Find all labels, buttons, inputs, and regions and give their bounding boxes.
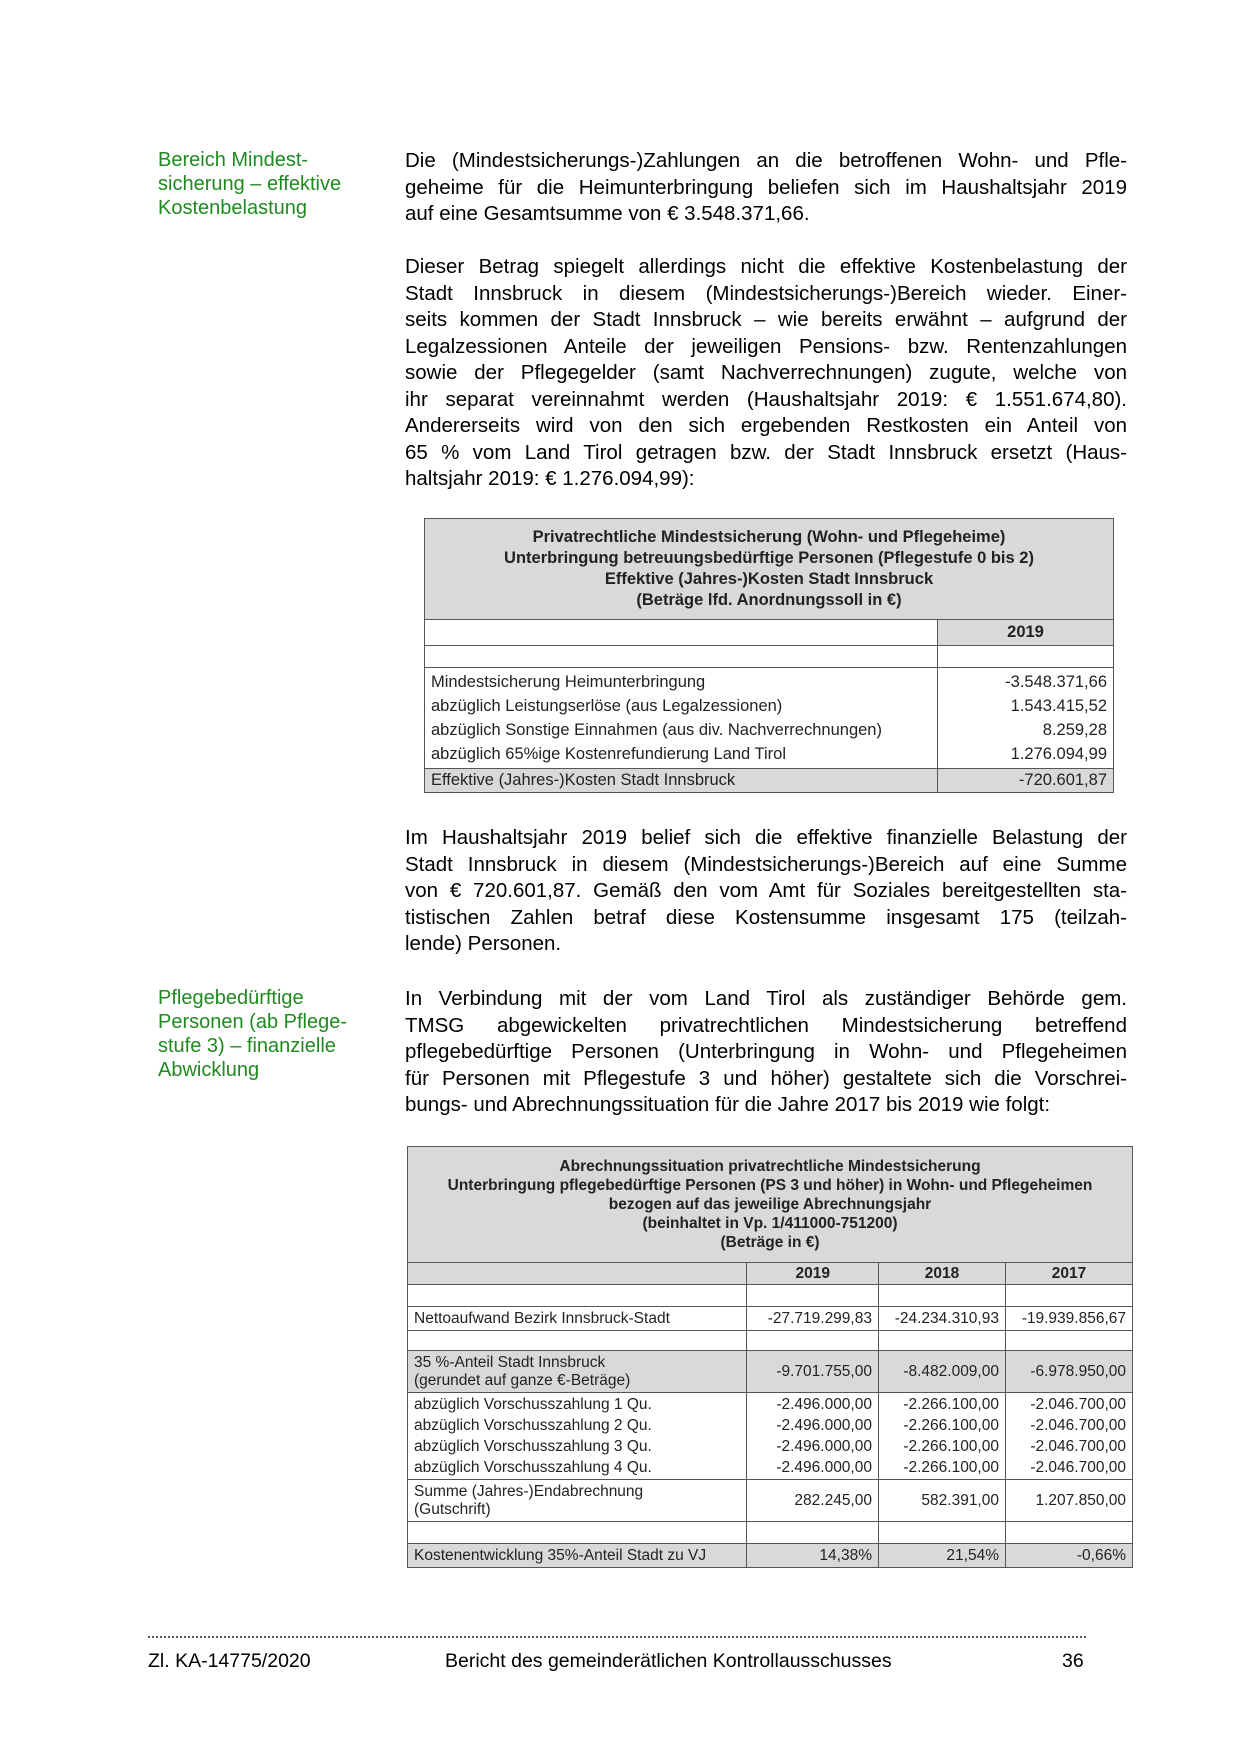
spacer-cell [938,646,1114,668]
text-line: In Verbindung mit der vom Land Tirol als zuständiger Behörde gem. [405,987,1127,1010]
text-line: Im Haushaltsjahr 2019 belief sich die effektive finanzielle Belastung der [405,826,1127,849]
table-row-vorschuss [408,1393,1133,1480]
cell-value: -2.496.000,00 [776,1459,872,1476]
table-abrechnungssituation [407,1146,1133,1568]
cell-value: -2.496.000,00 [776,1417,872,1434]
table-title-line: (beinhaltet in Vp. 1/411000-751200) [642,1215,898,1232]
text-line: Stadt Innsbruck in diesem (Mindestsicherungs-)Bereich auf eine Summe [405,852,1127,876]
text-line: tistischen Zahlen betraf diese Kostensumme insgesamt 175 (teilzah- [405,905,1127,929]
table-row-summe [408,1480,1133,1522]
row-value: -8.482.009,00 [878,1351,1005,1393]
row-label-line: abzüglich Vorschusszahlung 4 Qu. [414,1459,652,1476]
table-row-netto [408,1307,1133,1331]
column-header-2018: 2018 [878,1263,1005,1285]
row-label [408,1480,747,1522]
row-label-line: Summe (Jahres-)Endabrechnung [414,1482,644,1500]
sidebar-line: Bereich Mindest- [158,149,309,171]
row-label [408,1351,747,1393]
column-header-label [425,620,938,646]
footer-title: Bericht des gemeinderätlichen Kontrollausschusses [445,1650,892,1672]
row-value: 1.207.850,00 [1005,1480,1132,1522]
row-label-line: (Gutschrift) [414,1500,491,1518]
paragraph-abrechnung [405,986,1127,1119]
text-line: pflegebedürftige Personen (Unterbringung in Wohn- und Pflegeheimen [405,1040,1127,1063]
row-label: Nettoaufwand Bezirk Innsbruck-Stadt [408,1307,747,1331]
spacer-cell [408,1285,747,1307]
cell-value: -2.266.100,00 [903,1438,999,1455]
row-value: -9.701.755,00 [747,1351,879,1393]
row-label: Mindestsicherung Heimunterbringung [431,673,706,691]
sidebar-line: Pflegebedürftige [158,987,304,1009]
spacer-cell [878,1522,1005,1544]
row-value: -19.939.856,67 [1005,1307,1132,1331]
text-line: von € 720.601,87. Gemäß den vom Amt für Soziales bereitgestellten sta- [405,879,1127,902]
row-value: 8.259,28 [1042,721,1107,739]
text-line: für Personen mit Pflegestufe 3 und höher) gestaltete sich die Vorschrei- [405,1066,1127,1090]
spacer-cell [878,1285,1005,1307]
sidebar-line: sicherung – effektive [158,173,342,195]
row-label [408,1393,747,1480]
table-title-line: (Beträge in €) [720,1234,820,1251]
table-title-line: (Beträge lfd. Anordnungssoll in €) [636,591,902,609]
column-header-2019: 2019 [747,1263,879,1285]
cell-value: -2.046.700,00 [1030,1396,1126,1413]
table-title-line: bezogen auf das jeweilige Abrechnungsjahr [608,1196,932,1213]
column-header-year: 2019 [938,620,1114,646]
row-label-line: (gerundet auf ganze €-Beträge) [414,1371,631,1389]
row-value: -27.719.299,83 [747,1307,879,1331]
table-title-line: Abrechnungssituation privatrechtliche Mindestsicherung [559,1158,981,1175]
cell-value: -2.266.100,00 [903,1396,999,1413]
table-title-line: Unterbringung betreuungsbedürftige Personen (Pflegestufe 0 bis 2) [504,549,1034,567]
text-line: bungs- und Abrechnungssituation für die Jahre 2017 bis 2019 wie folgt: [405,1093,1051,1116]
row-value: 582.391,00 [878,1480,1005,1522]
text-line: Dieser Betrag spiegelt allerdings nicht die effektive Kostenbelastung der [405,255,1127,278]
table-title-line: Effektive (Jahres-)Kosten Stadt Innsbruck [604,570,934,588]
cell-value: -2.046.700,00 [1030,1438,1126,1455]
spacer-cell [747,1331,879,1351]
sidebar-line: Kostenbelastung [158,197,308,219]
row-value: -6.978.950,00 [1005,1351,1132,1393]
row-value [878,1393,1005,1480]
paragraph-kostenbelastung [405,254,1127,493]
row-value [1005,1393,1132,1480]
text-line: sowie der Pflegegelder (samt Nachverrechnungen) zugute, welche von [405,361,1127,384]
text-line: auf eine Gesamtsumme von € 3.548.371,66. [405,202,810,225]
table-effektive-kosten [424,518,1114,793]
row-label: abzüglich Sonstige Einnahmen (aus div. Nachverrechnungen) [431,721,882,739]
row-label-line: 35 %-Anteil Stadt Innsbruck [414,1353,606,1371]
text-line: seits kommen der Stadt Innsbruck – wie bereits erwähnt – aufgrund der [405,308,1127,331]
table-title [425,519,1114,620]
row-value [747,1393,879,1480]
row-label-line: abzüglich Vorschusszahlung 1 Qu. [414,1396,652,1413]
spacer-cell [878,1331,1005,1351]
cell-value: -2.046.700,00 [1030,1459,1126,1476]
row-value: 282.245,00 [747,1480,879,1522]
text-line: Andererseits wird von den sich ergebenden Restkosten ein Anteil von [405,414,1127,437]
spacer-cell [408,1331,747,1351]
spacer-cell [425,646,938,668]
sidebar-heading-mindestsicherung [158,148,368,220]
text-line: TMSG abgewickelten privatrechtlichen Mindestsicherung betreffend [405,1013,1127,1037]
text-line: 65 % vom Land Tirol getragen bzw. der Stadt Innsbruck ersetzt (Haus- [405,440,1127,464]
cell-value: -2.046.700,00 [1030,1417,1126,1434]
text-line: Die (Mindestsicherungs-)Zahlungen an die betroffenen Wohn- und Pfle- [405,149,1127,172]
spacer-cell [1005,1331,1132,1351]
page-number: 36 [1062,1650,1084,1672]
spacer-cell [408,1522,747,1544]
text-line: Legalzessionen Anteile der jeweiligen Pensions- bzw. Rentenzahlungen [405,334,1127,358]
footer-divider [148,1636,1086,1638]
row-label-line: abzüglich Vorschusszahlung 3 Qu. [414,1438,652,1455]
table-title-line: Unterbringung pflegebedürftige Personen (PS 3 und höher) in Wohn- und Pflegeheimen [447,1177,1093,1194]
table-row-labels [425,668,938,769]
cell-value: -2.266.100,00 [903,1459,999,1476]
row-value: 14,38% [747,1544,879,1568]
sidebar-line: Personen (ab Pflege- [158,1011,348,1033]
text-line: lende) Personen. [405,932,562,955]
sidebar-line: Abwicklung [158,1059,260,1081]
table-row-entwicklung [408,1544,1133,1568]
spacer-cell [747,1285,879,1307]
text-line: Stadt Innsbruck in diesem (Mindestsicherungs-)Bereich wieder. Einer- [405,281,1127,305]
cell-value: -2.266.100,00 [903,1417,999,1434]
text-line: geheime für die Heimunterbringung beliefen sich im Haushaltsjahr 2019 [405,175,1127,199]
cell-value: -2.496.000,00 [776,1438,872,1455]
total-value: -720.601,87 [938,769,1114,793]
row-label: abzüglich Leistungserlöse (aus Legalzessionen) [431,697,783,715]
spacer-cell [747,1522,879,1544]
paragraph-zahlungen [405,148,1127,228]
row-value: 1.543.415,52 [1010,697,1107,715]
paragraph-belastung [405,825,1127,958]
spacer-cell [1005,1522,1132,1544]
row-value: 1.276.094,99 [1010,745,1107,763]
table-title [408,1147,1133,1263]
row-label-line: abzüglich Vorschusszahlung 2 Qu. [414,1417,652,1434]
row-value: 21,54% [878,1544,1005,1568]
column-header-2017: 2017 [1005,1263,1132,1285]
cell-value: -2.496.000,00 [776,1396,872,1413]
text-line: ihr separat vereinnahmt werden (Haushaltsjahr 2019: € 1.551.674,80). [405,387,1127,411]
sidebar-line: stufe 3) – finanzielle [158,1035,336,1057]
row-label: Kostenentwicklung 35%-Anteil Stadt zu VJ [408,1544,747,1568]
table-row-values [938,668,1114,769]
table-row-anteil [408,1351,1133,1393]
row-label: abzüglich 65%ige Kostenrefundierung Land Tirol [431,745,786,763]
sidebar-heading-pflegebeduerftige [158,986,368,1082]
footer-reference: Zl. KA-14775/2020 [148,1650,311,1672]
row-value: -24.234.310,93 [878,1307,1005,1331]
text-line: haltsjahr 2019: € 1.276.094,99): [405,467,695,490]
spacer-cell [1005,1285,1132,1307]
row-value: -3.548.371,66 [1005,673,1107,691]
total-label: Effektive (Jahres-)Kosten Stadt Innsbruck [425,769,938,793]
column-header-label [408,1263,747,1285]
table-title-line: Privatrechtliche Mindestsicherung (Wohn- und Pflegeheime) [532,528,1006,546]
row-value: -0,66% [1005,1544,1132,1568]
